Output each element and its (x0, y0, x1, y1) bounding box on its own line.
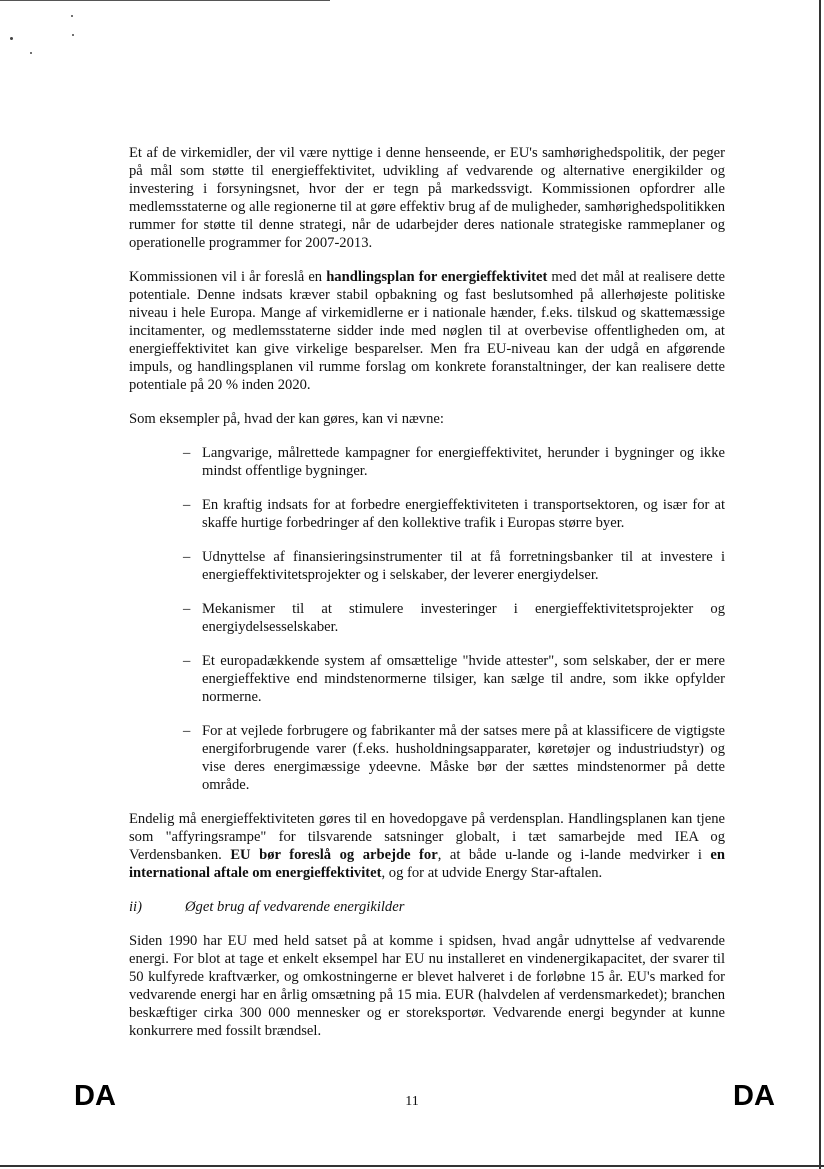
bold-international-agreement: en international aftale om energieffektivitet (129, 847, 725, 881)
scan-speck (72, 34, 74, 36)
list-item-text: For at vejlede forbrugere og fabrikanter må der satses mere på at klassificere de vigtigste energiforbrugende varer (f.eks. husholdningsapparater, køretøjer og industriudstyr) og vise deres energimæssige ydeevne. Måske bør der sættes mindstenormer på dette område. (202, 723, 725, 793)
dash-bullet: – (183, 723, 191, 739)
scan-speck (10, 37, 13, 40)
list-item-text: Mekanismer til at stimulere investeringer i energieffektivitetsprojekter og energiydelsesselskaber. (202, 601, 725, 635)
scan-edge-right (819, 0, 821, 1169)
footer-language-left: DA (74, 1080, 116, 1112)
paragraph-renewables: Siden 1990 har EU med held satset på at komme i spidsen, hvad angår udnyttelse af vedvarende energi. For blot at tage et enkelt eksempel har EU nu installeret en vindenergikapacitet, der svarer til 50 kulfyrede kraftværker, og omkostningerne er blevet halveret i de forløbne 15 år. EU's marked for vedvarende energi har en årlig omsætning på 15 mia. EUR (halvdelen af verdensmarkedet); branchen beskæftiger cirka 300 000 mennesker og er storeksportør. Vedvarende energi begynder at kunne konkurrere med fossilt brændsel. (129, 933, 725, 1039)
paragraph-cohesion-policy: Et af de virkemidler, der vil være nyttige i denne henseende, er EU's samhørighedspolitik, der peger på mål som støtte til energieffektivitet, udvikling af vedvarende og alternative energikilder og investering i forsyningsnet, hvor der er tegn på markedssvigt. Kommissionen opfordrer alle medlemsstaterne og alle regionerne til at gøre effektiv brug af de muligheder, samhørighedspolitikken rummer for støtte til denne strategi, når de udarbejder deres nationale strategiske rammeplaner og operationelle programmer for 2007-2013. (129, 145, 725, 251)
text-run: , at både u-lande og i-lande medvirker i (437, 847, 711, 863)
text-run: Endelig må energieffektiviteten gøres til en hovedopgave på verdensplan. Handlingsplanen kan tjene som "affyringsrampe" for tilsvarende satsninger globalt, i tæt samarbejde med IEA og Verdensbanken. (129, 811, 725, 863)
list-item (173, 548, 725, 584)
dash-bullet: – (183, 445, 191, 461)
list-item-text: Langvarige, målrettede kampagner for energieffektivitet, herunder i bygninger og ikke mindst offentlige bygninger. (202, 445, 725, 479)
dash-bullet: – (183, 549, 191, 565)
list-item (173, 444, 725, 480)
paragraph-action-plan (129, 268, 725, 394)
dash-bullet: – (183, 653, 191, 669)
section-title: Øget brug af vedvarende energikilder (185, 899, 405, 915)
footer-language-right: DA (733, 1080, 775, 1112)
list-item (173, 652, 725, 706)
section-number: ii) (129, 899, 142, 915)
section-heading (129, 898, 725, 916)
page-number: 11 (405, 1094, 419, 1109)
paragraph-global-efficiency (129, 810, 725, 882)
list-item-text: Et europadækkende system af omsættelige "hvide attester", som selskaber, der er mere energieffektive end mindstenormerne tilsiger, kan sælge til andre, som ikke opfylder normerne. (202, 653, 725, 705)
text-run: , og for at udvide Energy Star-aftalen. (381, 865, 603, 881)
dash-bullet: – (183, 601, 191, 617)
bold-eu-should-propose: EU bør foreslå og arbejde for (230, 847, 438, 863)
bold-action-plan: handlingsplan for energieffektivitet (326, 269, 548, 285)
list-item-text: En kraftig indsats for at forbedre energieffektiviteten i transportsektoren, og især for at skaffe hurtige forbedringer af den kollektive trafik i Europas større byer. (202, 497, 725, 531)
paragraph-examples-intro: Som eksempler på, hvad der kan gøres, kan vi nævne: (129, 411, 444, 427)
scan-edge-bottom (0, 1165, 824, 1167)
scan-speck (30, 52, 32, 54)
text-run: med det mål at realisere dette potentiale. Denne indsats kræver stabil opbakning og fast beslutsomhed på allerhøjeste politiske niveau i hele Europa. Mange af virkemidlerne er i nationale hænder, f.eks. tilskud og skattemæssige incitamenter, og medlemsstaterne sidder inde med nøglen til at overbevise offentligheden om, at energieffektivitet kan give virkelige besparelser. Men fra EU-niveau kan der udgå en afgørende impuls, og handlingsplanen vil rumme forslag om konkrete foranstaltninger, der kan realisere dette potentiale på 20 % inden 2020. (129, 269, 725, 393)
dash-bullet: – (183, 497, 191, 513)
list-item (173, 600, 725, 636)
examples-list (129, 444, 725, 794)
text-run: Kommissionen vil i år foreslå en (129, 269, 327, 285)
scan-speck (71, 15, 73, 17)
list-item (173, 496, 725, 532)
list-item-text: Udnyttelse af finansieringsinstrumenter til at få forretningsbanker til at investere i energieffektivitetsprojekter og i selskaber, der leverer energiydelser. (202, 549, 725, 583)
document-body (129, 144, 725, 1056)
scan-edge-top (0, 0, 330, 1)
list-item (173, 722, 725, 794)
